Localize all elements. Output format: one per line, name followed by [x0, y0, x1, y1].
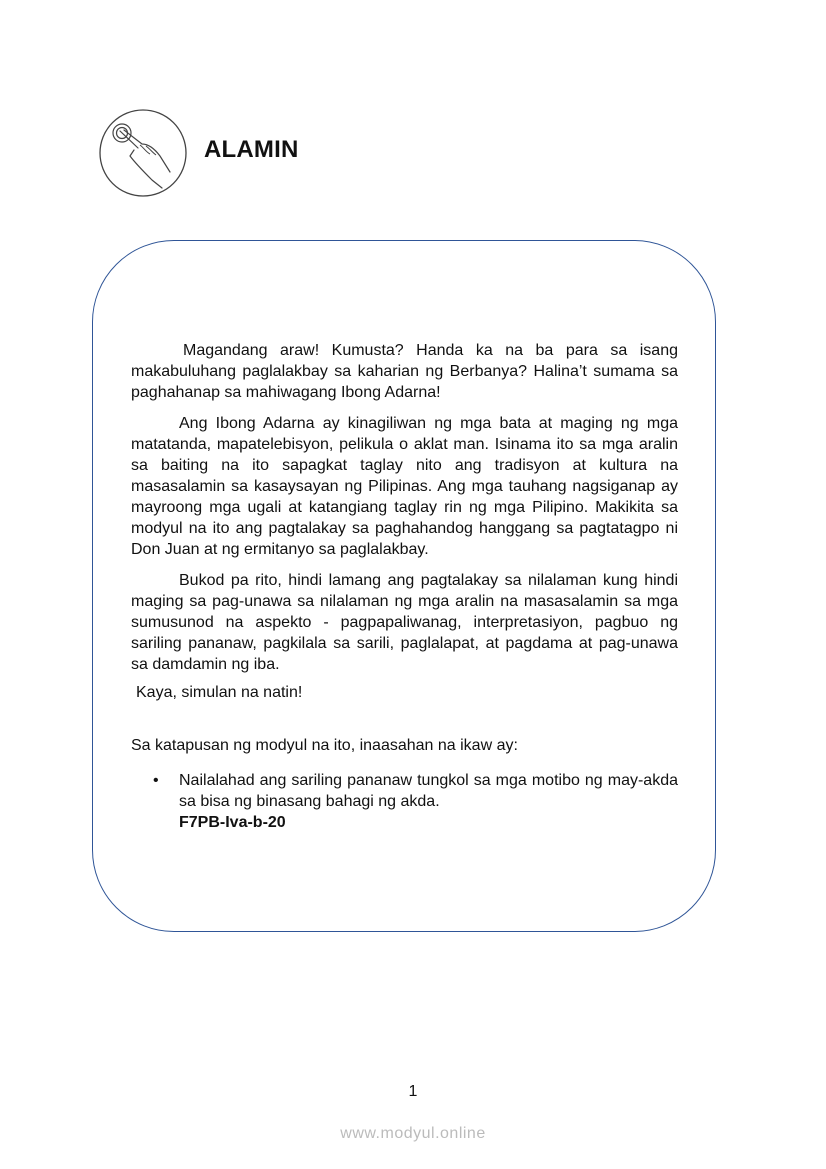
- intro-paragraph: Magandang araw! Kumusta? Handa ka na ba para sa isang makabuluhang paglalakbay sa kaharian ng Berbanya? Halina’t sumama sa paghahanap sa mahiwagang Ibong Adarna!: [131, 342, 678, 401]
- closing-text: Kaya, simulan na natin!: [136, 684, 303, 701]
- watermark: www.modyul.online: [340, 1125, 486, 1142]
- objectives-list: [131, 770, 678, 833]
- competency-code: F7PB-Iva-b-20: [179, 814, 286, 831]
- page-number: 1: [408, 1083, 418, 1100]
- content-body: [131, 340, 678, 833]
- paragraph: Ang Ibong Adarna ay kinagiliwan ng mga bata at maging ng mga matatanda, mapatelebisyon, pelikula o aklat man. Isinama ito sa mga aralin sa baiting na ito sapagkat taglay nito ang tradisyon at kultura na masasalamin sa kasaysayan ng Pilipinas. Ang mga tauhang nagsiganap ay mayroong mga ugali at katangiang taglay rin ng mga Pilipino. Makikita sa modyul na ito ang pagtalakay sa paghahandog hanggang sa pagtatagpo ni Don Juan at ng ermitanyo sa paglalakbay.: [131, 415, 678, 558]
- paragraph: Bukod pa rito, hindi lamang ang pagtalakay sa nilalaman kung hindi maging sa pag-unawa sa nilalaman ng mga aralin na masasalamin sa mga sumusunod na aspekto - pagpapaliwanag, interpretasiyon, pagbuo ng sariling pananaw, pagkilala sa sarili, paglalapat, at pagdama at pag-unawa sa damdamin ng iba.: [131, 572, 678, 673]
- objective-text: Nailalahad ang sariling pananaw tungkol sa mga motibo ng may-akda sa bisa ng binasang bahagi ng akda.: [179, 772, 678, 810]
- objective-item: [153, 770, 678, 833]
- hand-touch-icon: [98, 108, 188, 198]
- bullet-icon: •: [153, 772, 159, 789]
- section-title: ALAMIN: [204, 136, 299, 163]
- objectives-intro: Sa katapusan ng modyul na ito, inaasahan na ikaw ay:: [131, 737, 518, 754]
